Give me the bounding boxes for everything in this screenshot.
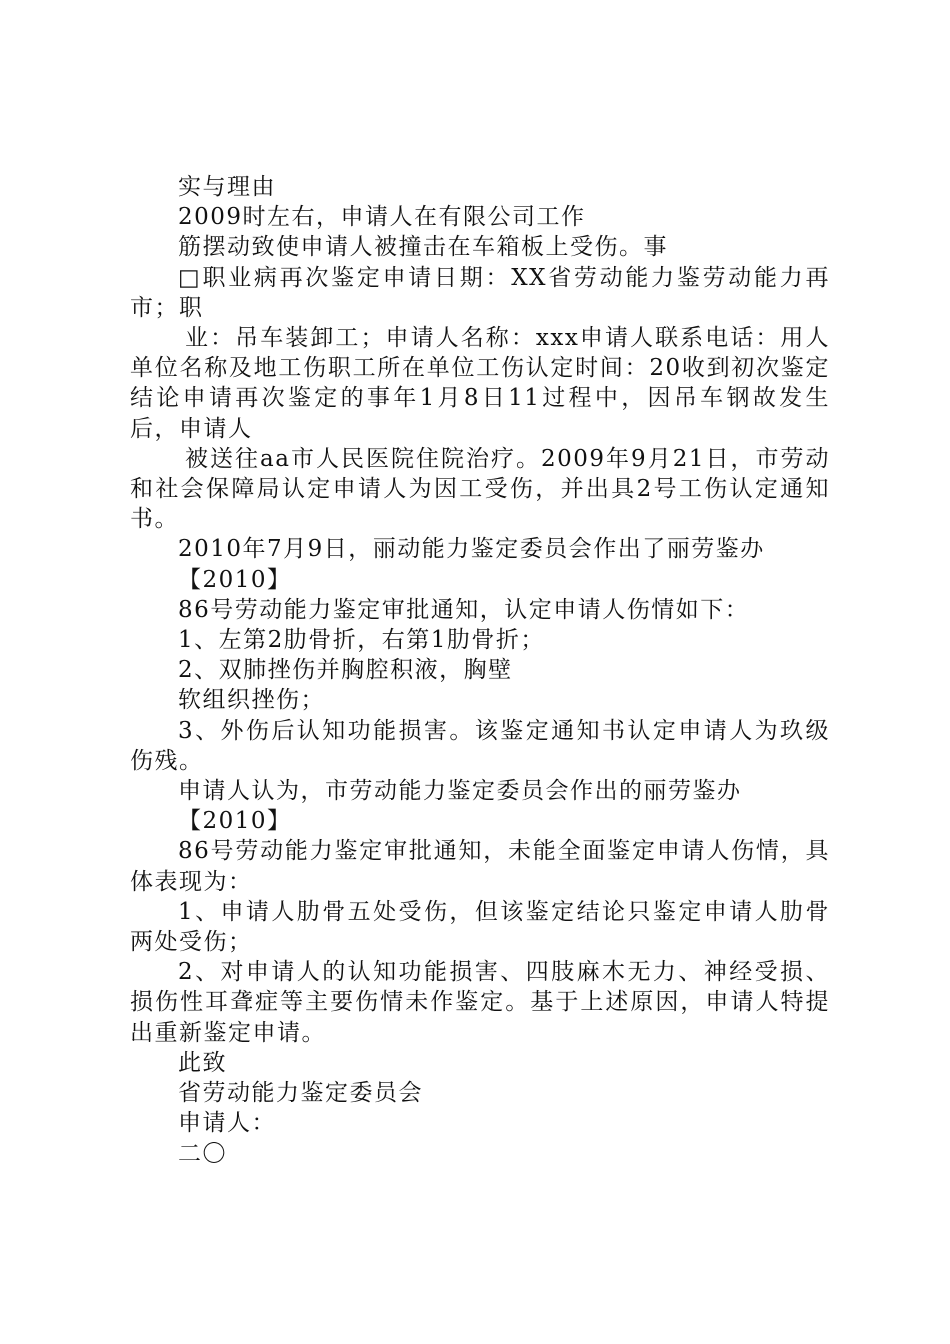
document-body	[130, 172, 830, 1169]
paragraph: 此致	[178, 1049, 227, 1076]
paragraph: 省劳动能力鉴定委员会	[178, 1080, 423, 1107]
paragraph: 1、申请人肋骨五处受伤，但该鉴定结论只鉴定申请人肋骨两处受伤；	[130, 898, 830, 956]
paragraph: 业：吊车装卸工；申请人名称：xxx申请人联系电话：用人单位名称及地工伤职工所在单位工伤认定时间：20收到初次鉴定结论申请再次鉴定的事年1月8日11过程中，因吊车钢故发生后，申请人	[130, 325, 830, 442]
paragraph: 【2010】	[178, 566, 292, 593]
paragraph: 软组织挫伤；	[178, 687, 325, 714]
paragraph: 2009时左右，申请人在有限公司工作	[178, 204, 586, 231]
paragraph: 申请人认为，市劳动能力鉴定委员会作出的丽劳鉴办	[178, 778, 742, 805]
paragraph: 筋摆动致使申请人被撞击在车箱板上受伤。事	[178, 234, 668, 261]
paragraph: □职业病再次鉴定申请日期：XX省劳动能力鉴劳动能力再市；职	[130, 264, 830, 321]
paragraph: 被送往aa市人民医院住院治疗。2009年9月21日，市劳动和社会保障局认定申请人为因工受伤，并出具2号工伤认定通知书。	[130, 445, 830, 533]
paragraph: 二〇	[178, 1140, 227, 1167]
paragraph: 申请人：	[178, 1110, 276, 1137]
paragraph: 实与理由	[178, 174, 276, 200]
paragraph: 2、对申请人的认知功能损害、四肢麻木无力、神经受损、损伤性耳聋症等主要伤情未作鉴定。基于上述原因，申请人特提出重新鉴定申请。	[130, 959, 830, 1046]
paragraph: 2、双肺挫伤并胸腔积液，胸壁	[178, 657, 513, 684]
paragraph: 3、外伤后认知功能损害。该鉴定通知书认定申请人为玖级伤残。	[130, 717, 830, 774]
paragraph: 86号劳动能力鉴定审批通知，认定申请人伤情如下：	[178, 596, 750, 623]
paragraph: 1、左第2肋骨折，右第1肋骨折；	[178, 627, 545, 654]
paragraph: 86号劳动能力鉴定审批通知，未能全面鉴定申请人伤情，具体表现为：	[130, 838, 830, 895]
paragraph: 2010年7月9日，丽动能力鉴定委员会作出了丽劳鉴办	[178, 536, 765, 563]
paragraph: 【2010】	[178, 808, 292, 835]
